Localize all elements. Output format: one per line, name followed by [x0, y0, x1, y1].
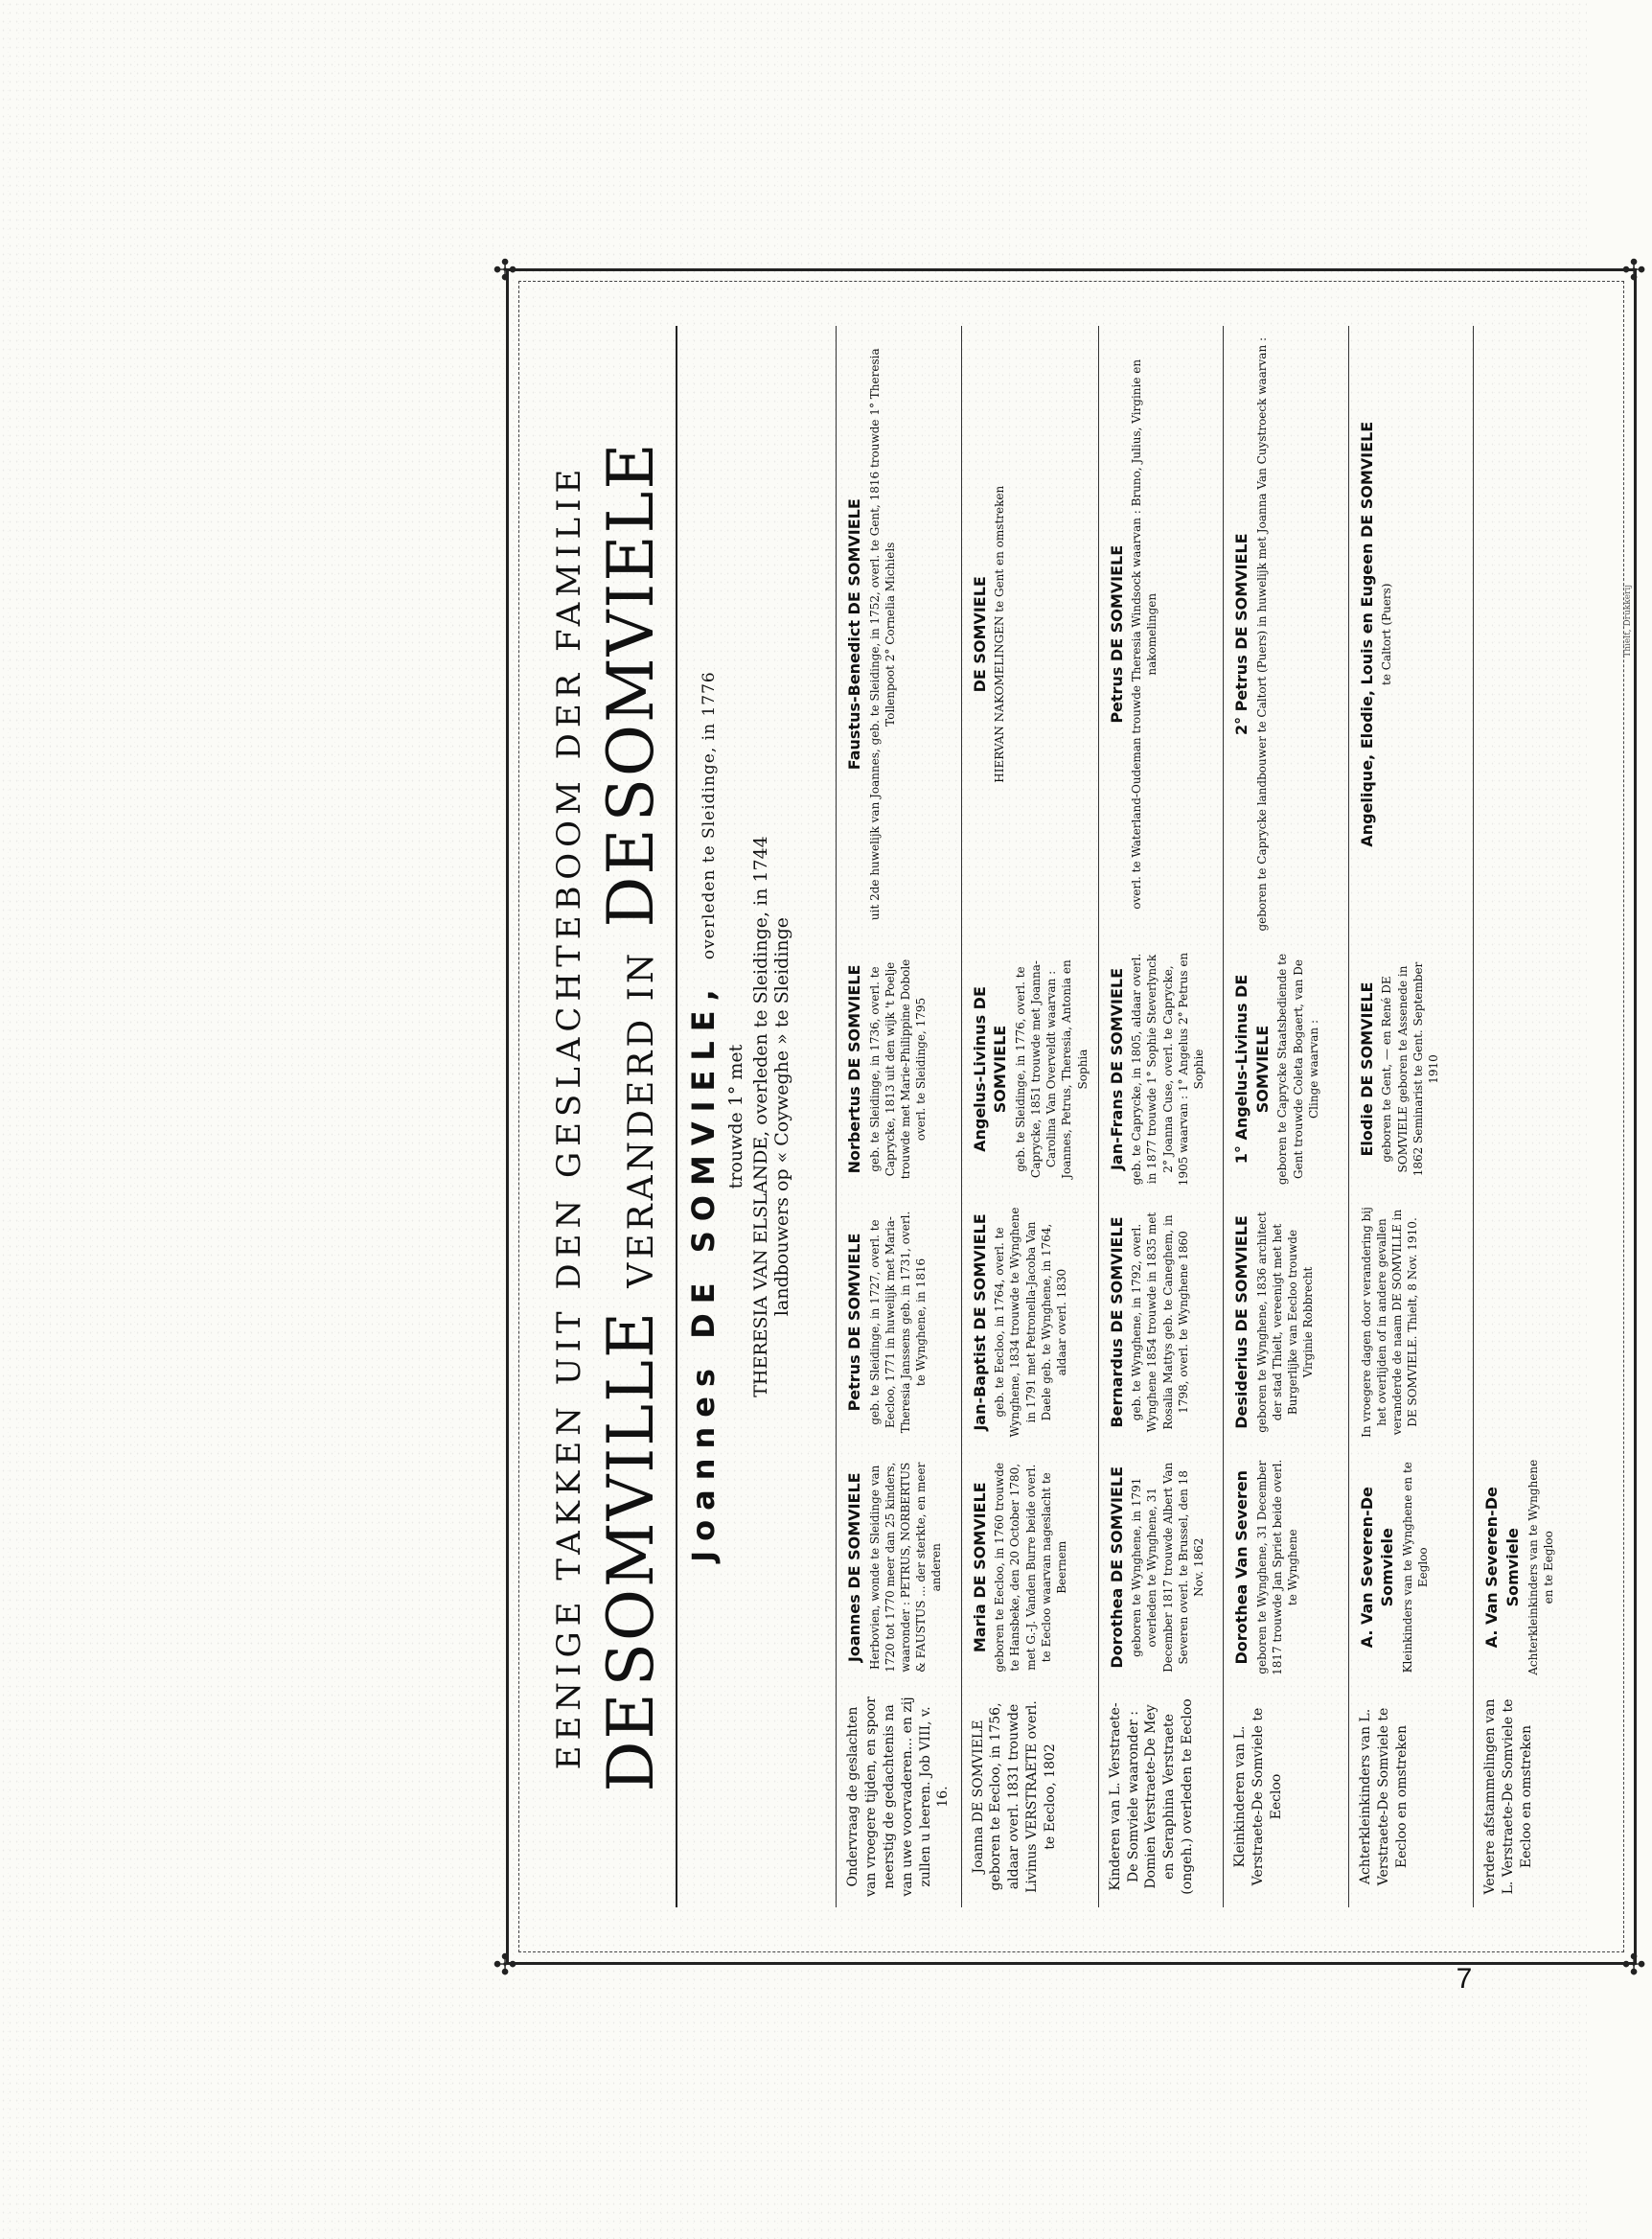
- person-cell: [1348, 326, 1474, 943]
- person-cell: [1098, 943, 1224, 1196]
- person-details: Herbovien, wonde te Sleidinge van 1720 tot 1770 meer dan 25 kinders, waaronder : PETRUS, NORBERTUS & FAUSTUS ... der sterkte, en meer anderen: [867, 1462, 944, 1673]
- person-details: geboren te Eecloo, in 1760 trouwde te Hansbeke, den 20 October 1780, met G.-J. Vanden Burre beide overl. te Eecloo waarvan nageslacht te Beernem: [993, 1462, 1068, 1673]
- person-details: geboren te Wynghene, 1836 architect der stad Thielt, vereenigt met het Burgerlijke van Eecloo trouwde Virginie Robbrecht: [1254, 1212, 1316, 1433]
- person-details: geboren te Wynghene, 31 December 1817 trouwde Jan Spriet beide overl. te Wynghene: [1254, 1459, 1300, 1675]
- lead-cell: Joanna DE SOMVIELE geboren te Eecloo, in 1756, aldaar overl. 1831 trouwde Livinus VERSTRAETE overl. te Eecloo, 1802: [961, 1686, 1098, 1907]
- person-details: geboren te Gent, — en René DE SOMVIELE geboren te Assenede in 1862 Seminarist te Gent. September 1910: [1380, 961, 1440, 1177]
- person-details: In vroegere dagen door verandering bij het overlijden of in andere gevallen veranderde de naam DE SOMVILLE in DE SOMVIELE. Thielt, 8 Nov. 1910.: [1359, 1207, 1420, 1438]
- person-cell: [1098, 1196, 1224, 1449]
- person-name: Faustus-Benedict DE SOMVIELE: [845, 498, 863, 771]
- title-de-1: DE: [594, 1691, 668, 1792]
- title-line-2: [594, 326, 668, 1907]
- person-cell: [961, 1196, 1098, 1449]
- person-name: A. Van Severen-De Somviele: [1357, 1487, 1397, 1649]
- person-name: Angelique, Elodie, Louis en Eugeen DE SOMVIELE: [1357, 421, 1376, 847]
- person-name: A. Van Severen-De Somviele: [1482, 1487, 1523, 1649]
- person-name: Desiderius DE SOMVIELE: [1232, 1215, 1251, 1429]
- plate-content: [539, 326, 1598, 1907]
- person-name: DE SOMVIELE: [970, 576, 989, 693]
- person-name: Dorothea Van Severen: [1232, 1470, 1251, 1665]
- title-veranderd: VERANDERD IN: [622, 949, 661, 1288]
- person-name: Dorothea DE SOMVIELE: [1107, 1466, 1126, 1669]
- person-details: geb. te Sleidinge, in 1776, overl. te Caprycke, 1851 trouwde met Joanna-Carolina Van Overveldt waarvan : Joannes, Petrus, Theresia, Antonia en Sophia: [1013, 959, 1090, 1179]
- title-somviele: SOMVIELE: [594, 441, 668, 822]
- spouse-name: THERESIA VAN ELSLANDE, overleden te Sleidinge, in 1744: [750, 836, 771, 1397]
- person-details: Achterkleinkinders van te Wynghene en te Eegloo: [1526, 1459, 1555, 1675]
- occupation: landbouwers op « Coyweghe » te Sleidinge: [771, 916, 792, 1317]
- person-details: geboren te Wynghene, in 1791 overleden te Wynghene, 31 December 1817 trouwde Albert Van Severen overl. te Brussel, den 18 Nov. 1862: [1130, 1462, 1206, 1673]
- person-cell: [836, 1196, 961, 1449]
- lead-cell: Kinderen van L. Verstraete-De Somviele waaronder : Domien Verstraete-De Mey en Seraphina Verstraete (ongeh.) overleden te Eecloo: [1098, 1686, 1224, 1907]
- person-name: Norbertus DE SOMVIELE: [845, 964, 863, 1174]
- person-details: geb. te Sleidinge, in 1727, overl. te Eecloo, 1771 in huwelijk met Maria-Theresia Janssens geb. in 1731, overl. te Wynghene, in 1816: [867, 1211, 929, 1434]
- person-details: geb. te Eecloo, in 1764, overl. te Wynghene, 1834 trouwde te Wynghene in 1791 met Petronella-Jacoba Van Daele geb. te Wynghene, in 1764, aldaar overl. 1830: [993, 1207, 1068, 1438]
- ancestor-death: overleden te Sleidinge, in 1776: [700, 671, 719, 960]
- person-name: Petrus DE SOMVIELE: [1107, 544, 1126, 724]
- ornament-icon: ✣: [1618, 1951, 1652, 1976]
- family-tree-plate: [490, 257, 1652, 1976]
- person-details: geboren te Caprycke Staatsbediende te Gent trouwde Coleta Bogaert, van De Clinge waarvan :: [1275, 953, 1320, 1186]
- person-cell: [836, 326, 961, 943]
- lead-cell: Achterkleinkinders van L. Verstraete-De Somviele te Eecloo en omstreken: [1348, 1686, 1474, 1907]
- person-name: Jan-Baptist DE SOMVIELE: [970, 1213, 989, 1431]
- person-details: geboren te Caprycke landbouwer te Caltort (Puers) in huwelijk met Joanna Van Cuystroeck waarvan :: [1254, 336, 1269, 932]
- person-cell: [1223, 1449, 1348, 1687]
- person-details: Kleinkinders van te Wynghene en te Eegloo: [1401, 1462, 1431, 1673]
- person-details: HIERVAN NAKOMELINGEN te Gent en omstreken: [993, 485, 1007, 783]
- person-cell: [836, 1449, 961, 1687]
- person-cell: [1348, 1449, 1474, 1687]
- person-cell: [1473, 1449, 1598, 1687]
- lead-cell: Ondervraag de geslachten van vroegere tijden, en spoor neerstig de gedachtenis na van uwe voorvaderen... en zij zullen u leeren. Job VIII, v. 16.: [836, 1686, 961, 1907]
- person-name: Elodie DE SOMVIELE: [1357, 981, 1376, 1157]
- spouse-line: trouwde 1° met: [725, 1044, 746, 1189]
- person-name: Angelus-Livinus DE SOMVIELE: [970, 986, 1010, 1152]
- person-cell: [961, 1449, 1098, 1687]
- ornament-icon: ✣: [490, 257, 523, 282]
- person-cell: [1473, 326, 1598, 943]
- person-name: Petrus DE SOMVIELE: [845, 1233, 863, 1412]
- genealogy-grid: [836, 326, 1598, 1907]
- title-line-1: EENIGE TAKKEN UIT DEN GESLACHTEBOOM DER FAMILIE: [550, 463, 588, 1770]
- printer-credit: Thielt, Drukkerij: [1623, 585, 1633, 658]
- divider: [676, 326, 677, 1907]
- title-somville: SOMVILLE: [594, 1309, 668, 1687]
- person-cell: [961, 943, 1098, 1196]
- title-de-2: DE: [594, 826, 668, 928]
- lead-cell: Verdere afstammelingen van L. Verstraete-De Somviele te Eecloo en omstreken: [1473, 1686, 1598, 1907]
- person-name: Maria DE SOMVIELE: [970, 1482, 989, 1653]
- ancestor-heading: [685, 326, 722, 1907]
- person-cell: [1098, 1449, 1224, 1687]
- person-cell: [1473, 943, 1598, 1196]
- ancestor-name: Joannes DE SOMVIELE,: [685, 980, 722, 1562]
- lead-cell: Kleinkinderen van L. Verstraete-De Somviele te Eecloo: [1223, 1686, 1348, 1907]
- person-cell: [1223, 943, 1348, 1196]
- person-cell: [1223, 1196, 1348, 1449]
- person-name: 1° Angelus-Livinus DE SOMVIELE: [1232, 974, 1272, 1165]
- ornament-icon: ✣: [1618, 257, 1652, 282]
- ornament-icon: ✣: [490, 1951, 523, 1976]
- person-cell: [1473, 1196, 1598, 1449]
- person-name: Jan-Frans DE SOMVIELE: [1107, 967, 1126, 1171]
- person-cell: [961, 326, 1098, 943]
- person-details: uit 2de huwelijk van Joannes, geb. te Sleidinge, in 1752, overl. te Gent, 1816 trouwde 1° Theresia Tollenpoot 2° Cornelia Michiels: [867, 348, 897, 921]
- person-details: te Caltort (Puers): [1380, 583, 1394, 685]
- person-details: overl. te Waterland-Oudeman trouwde Theresia Windsock waarvan : Bruno, Julius, Virginie en nakomelingen: [1130, 358, 1159, 910]
- person-name: 2° Petrus DE SOMVIELE: [1232, 533, 1251, 736]
- person-cell: [1348, 943, 1474, 1196]
- person-cell: [836, 943, 961, 1196]
- person-details: geb. te Caprycke, in 1805, aldaar overl. in 1877 trouwde 1° Sophie Steverlynck 2° Joanna Cuse, overl. te Caprycke, 1905 waarvan : 1° Angelus 2° Petrus en Sophie: [1130, 952, 1206, 1187]
- person-name: Bernardus DE SOMVIELE: [1107, 1216, 1126, 1428]
- person-cell: [1223, 326, 1348, 943]
- person-details: geb. te Wynghene, in 1792, overl. Wynghene 1854 trouwde in 1835 met Rosalia Mattys geb. te Caneghem, in 1798, overl. te Wynghene 1860: [1130, 1212, 1190, 1433]
- person-name: Joannes DE SOMVIELE: [845, 1472, 863, 1663]
- person-details: geb. te Sleidinge, in 1736, overl. te Caprycke, 1813 uit den wijk 't Poelje trouwde met Marie-Philippine Dobole overl. te Sleidinge, 1795: [867, 958, 929, 1180]
- person-cell: [1098, 326, 1224, 943]
- page-number: 7: [1456, 1963, 1473, 1995]
- person-cell: [1348, 1196, 1474, 1449]
